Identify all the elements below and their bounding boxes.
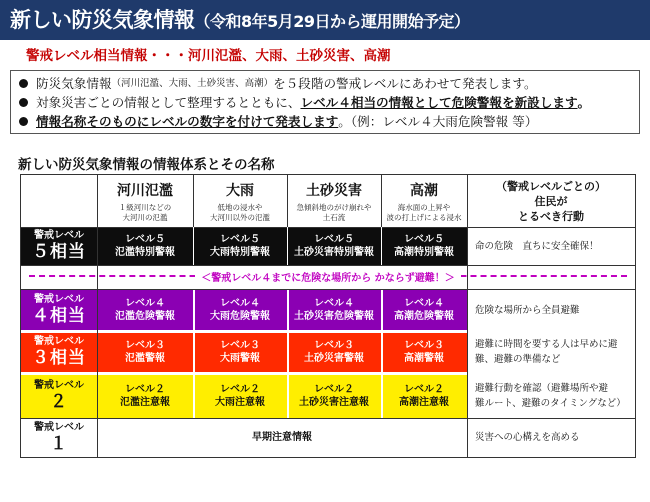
- subtitle: 警戒レベル相当情報・・・河川氾濫、大雨、土砂災害、高潮: [26, 48, 391, 64]
- bullet-3: 情報名称そのものにレベルの数字を付けて発表します 。（例：レベル４大雨危険警報 等）: [19, 112, 633, 131]
- level5-storm-surge: レベル５ 高潮特別警報: [394, 234, 454, 258]
- level2-landslide: レベル２ 土砂災害注意報: [299, 384, 369, 408]
- level3-label: 警戒レベル ３相当: [21, 332, 97, 372]
- header-cat-river: 河川氾濫 １級河川などの 大河川の氾濫: [117, 182, 173, 222]
- level1-early-caution: 早期注意情報: [252, 432, 312, 443]
- bullet-2: 対象災害ごとの情報として整理するとともに、 レベル４相当の情報として危険警報を新設します 。: [19, 93, 633, 112]
- level5-label: 警戒レベル ５相当: [21, 227, 97, 265]
- level3-action: 避難に時間を要する人は早めに避 難、避難の準備など: [475, 339, 618, 365]
- level1-label: 警戒レベル １: [21, 418, 97, 457]
- evacuation-banner: ＜警戒レベル４までに危険な場所から かならず避難！＞: [21, 267, 635, 285]
- level-table: [20, 174, 636, 458]
- level2-rain: レベル２ 大雨注意報: [215, 384, 265, 408]
- level5-river: レベル５ 氾濫特別警報: [115, 234, 175, 258]
- level4-rain: レベル４ 大雨危険警報: [210, 298, 270, 322]
- level3-river: レベル３ 氾濫警報: [125, 340, 165, 364]
- level2-storm-surge: レベル２ 高潮注意報: [399, 384, 449, 408]
- header-cat-rain: 大雨 低地の浸水や 大河川以外の氾濫: [210, 182, 270, 222]
- section-title: 新しい防災気象情報の情報体系とその名称: [18, 157, 275, 173]
- header-corner: [21, 175, 97, 227]
- level2-label: 警戒レベル ２: [21, 374, 97, 418]
- level4-label: 警戒レベル ４相当: [21, 290, 97, 330]
- level3-storm-surge: レベル３ 高潮警報: [404, 340, 444, 364]
- page-title: [0, 0, 650, 40]
- level4-action: 危険な場所から全員避難: [475, 304, 580, 316]
- level5-rain: レベル５ 大雨特別警報: [210, 234, 270, 258]
- bullet-dot-icon: [19, 117, 28, 126]
- bullet-dot-icon: [19, 98, 28, 107]
- level5-landslide: レベル５ 土砂災害特別警報: [294, 234, 374, 258]
- level1-action: 災害への心構えを高める: [475, 432, 580, 443]
- level4-landslide: レベル４ 土砂災害危険警報: [294, 298, 374, 322]
- level2-river: レベル２ 氾濫注意報: [120, 384, 170, 408]
- level2-action: 避難行動を確認（避難場所や避 難ルート、避難のタイミングなど）: [475, 383, 626, 409]
- level5-action: 命の危険 直ちに安全確保！: [475, 240, 599, 252]
- summary-box: [10, 70, 640, 134]
- header-action: （警戒レベルごとの） 住民が とるべき行動: [496, 179, 606, 223]
- level3-landslide: レベル３ 土砂災害警報: [304, 340, 364, 364]
- level4-river: レベル４ 氾濫危険警報: [115, 298, 175, 322]
- header-cat-landslide: 土砂災害 急傾斜地のがけ崩れや 土石流: [296, 182, 372, 222]
- title-sub: （令和8年5月29日から運用開始予定）: [194, 12, 470, 31]
- level4-storm-surge: レベル４ 高潮危険警報: [394, 298, 454, 322]
- bullet-1: 防災気象情報 （河川氾濫、大雨、土砂災害、高潮） を５段階の警戒レベルにあわせて発表します。: [19, 74, 633, 93]
- title-main: 新しい防災気象情報: [10, 8, 195, 32]
- level3-rain: レベル３ 大雨警報: [220, 340, 260, 364]
- header-cat-storm-surge: 高潮 海水面の上昇や 波の打上げによる浸水: [386, 182, 462, 222]
- bullet-dot-icon: [19, 79, 28, 88]
